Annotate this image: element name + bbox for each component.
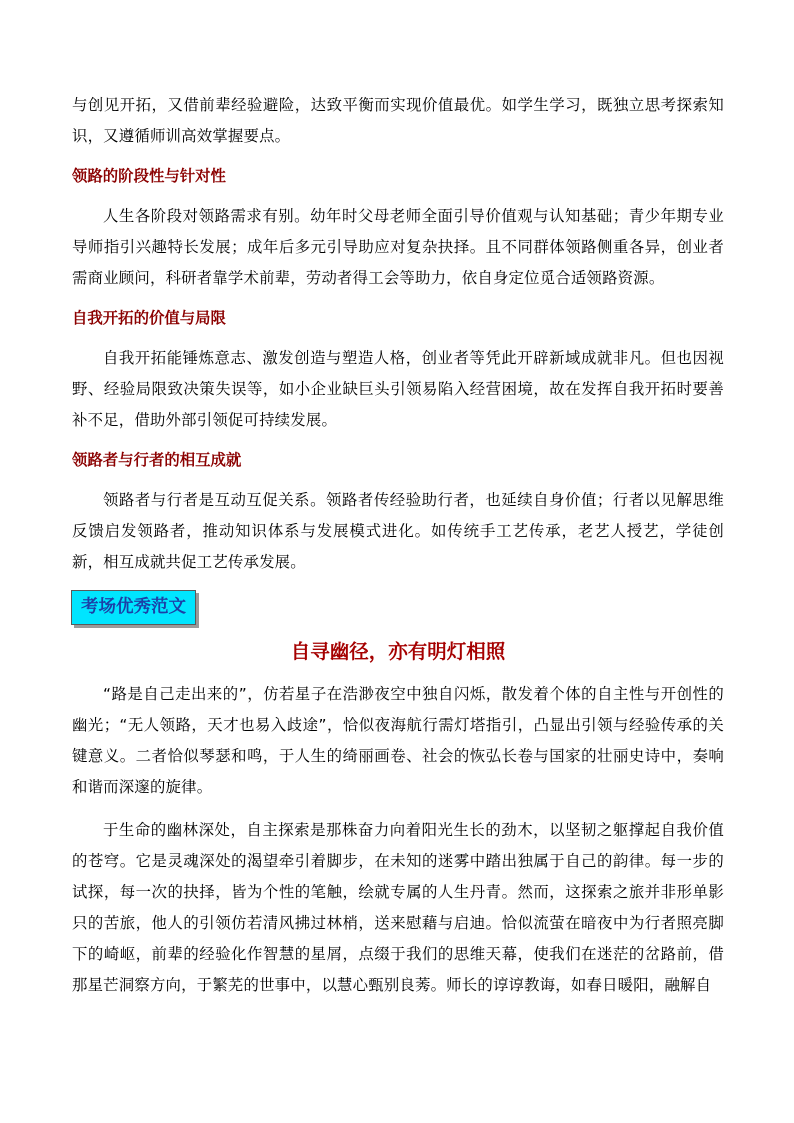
exam-essay-badge-label: 考场优秀范文 (81, 597, 186, 617)
document-page (72, 90, 724, 1001)
essay-title: 自寻幽径，亦有明灯相照 (290, 640, 506, 663)
essay-paragraph-2: 于生命的幽林深处，自主探索是那株奋力向着阳光生长的劲木，以坚韧之躯撑起自我价值的苍穹。它是灵魂深处的渴望牵引着脚步，在未知的迷雾中踏出独属于自己的韵律。每一步的试探，每一次的抉择，皆为个性的笔触，绘就专属的人生丹青。然而，这探索之旅并非形单影只的苦旅，他人的引领仿若清风拂过林梢，送来慰藉与启迪。恰似流萤在暗夜中为行者照亮脚下的崎岖，前辈的经验化作智慧的星屑，点缀于我们的思维天幕，使我们在迷茫的岔路前，借那星芒洞察方向，于繁芜的世事中，以慧心甄别良莠。师长的谆谆教诲，如春日暖阳，融解自 (72, 821, 724, 994)
section-body-self-exploration: 自我开拓能锤炼意志、激发创造与塑造人格，创业者等凭此开辟新域成就非凡。但也因视野、经验局限致决策失误等，如小企业缺巨头引领易陷入经营困境，故在发挥自我开拓时要善补不足，借助外部引领促可持续发展。 (72, 349, 724, 429)
essay-paragraph-1: “路是自己走出来的”，仿若星子在浩渺夜空中独自闪烁，散发着个体的自主性与开创性的幽光；“无人领路，天才也易入歧途”，恰似夜海航行需灯塔指引，凸显出引领与经验传承的关键意义。二者恰似琴瑟和鸣，于人生的绮丽画卷、社会的恢弘长卷与国家的壮丽史诗中，奏响和谐而深邃的旋律。 (72, 685, 724, 796)
intro-paragraph: 与创见开拓，又借前辈经验避险，达致平衡而实现价值最优。如学生学习，既独立思考探索知识，又遵循师训高效掌握要点。 (72, 96, 724, 145)
section-heading-mutual: 领路者与行者的相互成就 (72, 451, 242, 469)
section-heading-stage: 领路的阶段性与针对性 (72, 167, 226, 185)
exam-essay-badge (71, 590, 196, 625)
section-heading-self-exploration: 自我开拓的价值与局限 (72, 309, 226, 327)
section-body-stage: 人生各阶段对领路需求有别。幼年时父母老师全面引导价值观与认知基础；青少年期专业导师指引兴趣特长发展；成年后多元引导助应对复杂抉择。且不同群体领路侧重各异，创业者需商业顾问，科研者靠学术前辈，劳动者得工会等助力，依自身定位觅合适领路资源。 (72, 207, 724, 287)
section-body-mutual: 领路者与行者是互动互促关系。领路者传经验助行者，也延续自身价值；行者以见解思维反馈启发领路者，推动知识体系与发展模式进化。如传统手工艺传承，老艺人授艺，学徒创新，相互成就共促工艺传承发展。 (72, 491, 724, 571)
